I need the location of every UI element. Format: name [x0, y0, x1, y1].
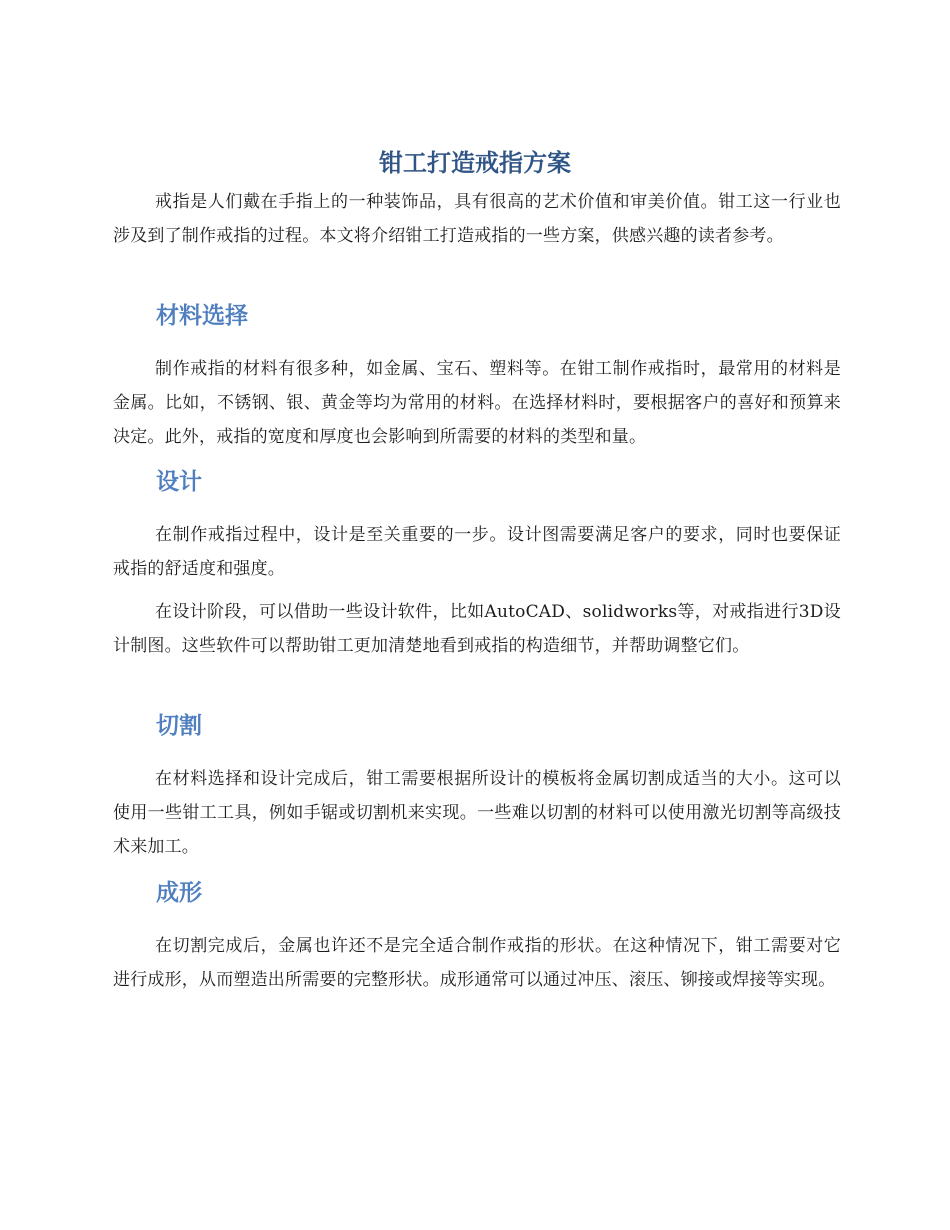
design-paragraph-1: 在制作戒指过程中，设计是至关重要的一步。设计图需要满足客户的要求，同时也要保证戒指的舒适度和强度。	[113, 525, 841, 579]
section-heading-design: 设计	[156, 469, 202, 495]
intro-paragraph: 戒指是人们戴在手指上的一种装饰品，具有很高的艺术价值和审美价值。钳工这一行业也涉及到了制作戒指的过程。本文将介绍钳工打造戒指的一些方案，供感兴趣的读者参考。	[113, 192, 841, 246]
forming-paragraph: 在切割完成后，金属也许还不是完全适合制作戒指的形状。在这种情况下，钳工需要对它进行成形，从而塑造出所需要的完整形状。成形通常可以通过冲压、滚压、铆接或焊接等实现。	[113, 936, 841, 990]
section-heading-forming: 成形	[156, 880, 202, 906]
section-heading-cutting: 切割	[156, 713, 202, 739]
design-paragraph-2: 在设计阶段，可以借助一些设计软件，比如AutoCAD、solidworks等，对戒指进行3D设计制图。这些软件可以帮助钳工更加清楚地看到戒指的构造细节，并帮助调整它们。	[113, 602, 841, 656]
section-heading-material: 材料选择	[156, 303, 248, 329]
material-paragraph: 制作戒指的材料有很多种，如金属、宝石、塑料等。在钳工制作戒指时，最常用的材料是金属。比如，不锈钢、银、黄金等均为常用的材料。在选择材料时，要根据客户的喜好和预算来决定。此外，戒指的宽度和厚度也会影响到所需要的材料的类型和量。	[113, 359, 841, 447]
document-title: 钳工打造戒指方案	[379, 149, 571, 177]
cutting-paragraph: 在材料选择和设计完成后，钳工需要根据所设计的模板将金属切割成适当的大小。这可以使用一些钳工工具，例如手锯或切割机来实现。一些难以切割的材料可以使用激光切割等高级技术来加工。	[113, 769, 841, 857]
